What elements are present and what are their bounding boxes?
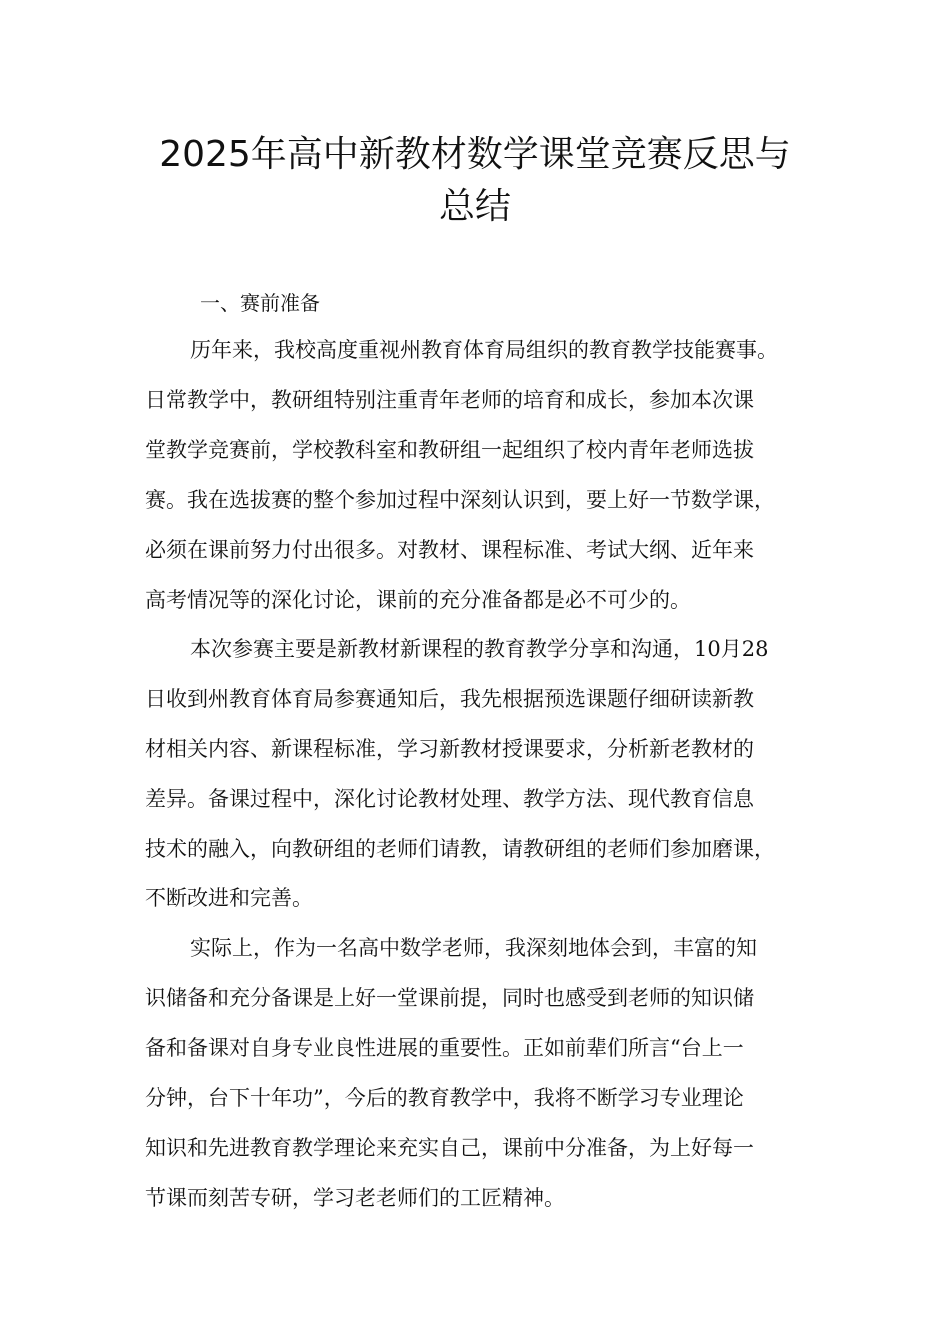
paragraph-2-line-5: 技术的融入，向教研组的老师们请教，请教研组的老师们参加磨课， (145, 837, 775, 861)
paragraph-1-line-2: 日常教学中，教研组特别注重青年老师的培育和成长，参加本次课 (145, 388, 754, 412)
document-title-line-1: 2025年高中新教材数学课堂竞赛反思与 (159, 134, 791, 175)
paragraph-3-line-4: 分钟，台下十年功”，今后的教育教学中，我将不断学习专业理论 (145, 1086, 744, 1110)
paragraph-1-line-5: 必须在课前努力付出很多。对教材、课程标准、考试大纲、近年来 (145, 538, 754, 562)
paragraph-3-line-1: 实际上，作为一名高中数学老师，我深刻地体会到，丰富的知 (190, 936, 757, 960)
paragraph-2-line-1: 本次参赛主要是新教材新课程的教育教学分享和沟通，10月28 (190, 637, 769, 661)
paragraph-2-line-3: 材相关内容、新课程标准，学习新教材授课要求，分析新老教材的 (145, 737, 754, 761)
paragraph-3-line-6: 节课而刻苦专研，学习老老师们的工匠精神。 (145, 1186, 565, 1210)
section-heading: 一、赛前准备 (200, 291, 320, 315)
paragraph-1-line-3: 堂教学竞赛前，学校教科室和教研组一起组织了校内青年老师选拔 (145, 438, 754, 462)
paragraph-1-line-4: 赛。我在选拔赛的整个参加过程中深刻认识到，要上好一节数学课， (145, 488, 775, 512)
paragraph-1-line-6: 高考情况等的深化讨论，课前的充分准备都是必不可少的。 (145, 588, 691, 612)
paragraph-2-line-6: 不断改进和完善。 (145, 886, 313, 910)
paragraph-3-line-3: 备和备课对自身专业良性进展的重要性。正如前辈们所言“台上一 (145, 1036, 744, 1060)
paragraph-3-line-2: 识储备和充分备课是上好一堂课前提，同时也感受到老师的知识储 (145, 986, 754, 1010)
paragraph-1-line-1: 历年来，我校高度重视州教育体育局组织的教育教学技能赛事。 (190, 338, 778, 362)
document-title-line-2: 总结 (438, 186, 511, 227)
paragraph-3-line-5: 知识和先进教育教学理论来充实自己，课前中分准备，为上好每一 (145, 1136, 754, 1160)
paragraph-2-line-2: 日收到州教育体育局参赛通知后，我先根据预选课题仔细研读新教 (145, 687, 754, 711)
paragraph-2-line-4: 差异。备课过程中，深化讨论教材处理、教学方法、现代教育信息 (145, 787, 754, 811)
